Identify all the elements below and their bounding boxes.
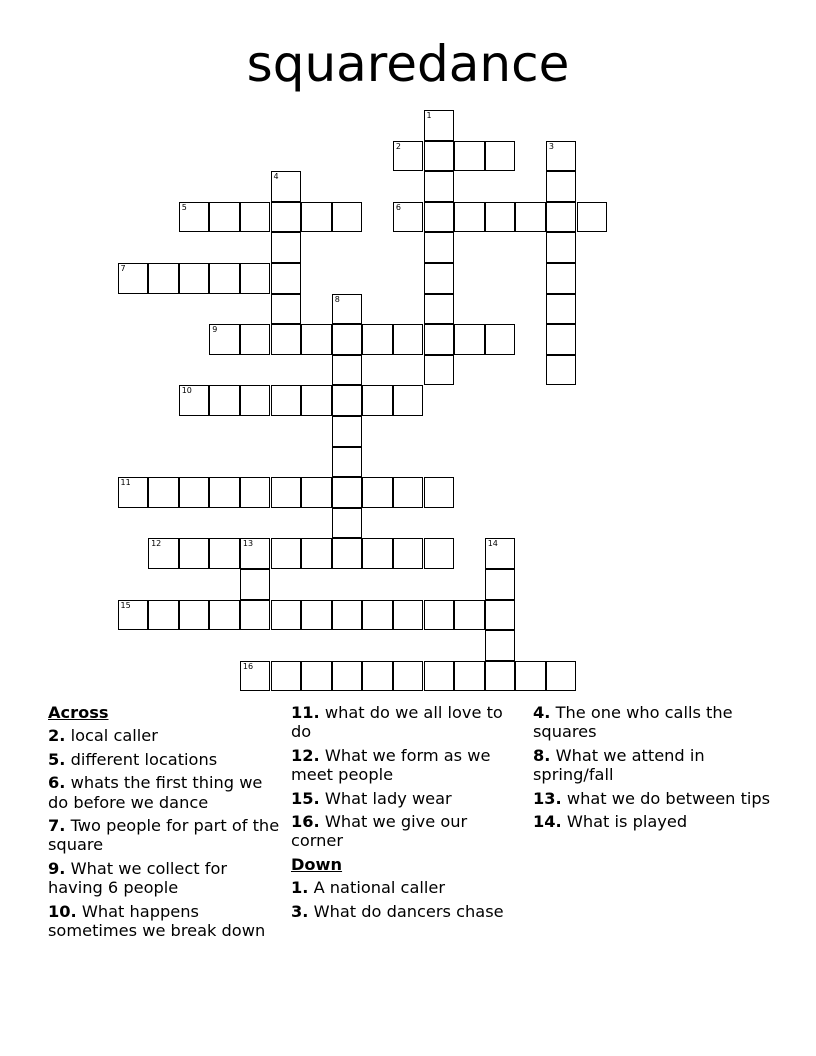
across-heading: Across: [48, 703, 109, 722]
grid-cell[interactable]: [332, 477, 363, 508]
grid-cell[interactable]: [485, 324, 516, 355]
grid-cell[interactable]: [179, 477, 210, 508]
cell-number: 16: [242, 661, 254, 671]
grid-cell[interactable]: [209, 263, 240, 294]
grid-cell[interactable]: [301, 538, 332, 569]
grid-cell[interactable]: [301, 324, 332, 355]
grid-cell[interactable]: [454, 324, 485, 355]
grid-cell[interactable]: [546, 171, 577, 202]
grid-cell[interactable]: [393, 538, 424, 569]
grid-cell[interactable]: [424, 232, 455, 263]
grid-cell[interactable]: [301, 385, 332, 416]
grid-cell[interactable]: [362, 324, 393, 355]
grid-cell[interactable]: [271, 324, 302, 355]
grid-cell[interactable]: [424, 202, 455, 233]
grid-cell[interactable]: [424, 538, 455, 569]
grid-cell[interactable]: [118, 477, 149, 508]
grid-cell[interactable]: [209, 477, 240, 508]
grid-cell[interactable]: [271, 171, 302, 202]
grid-cell[interactable]: [546, 355, 577, 386]
grid-cell[interactable]: [485, 661, 516, 692]
grid-cell[interactable]: [515, 661, 546, 692]
grid-cell[interactable]: [393, 324, 424, 355]
cell-number: 6: [395, 202, 401, 212]
grid-cell[interactable]: [301, 600, 332, 631]
clue-down-8: 8. What we attend in spring/fall: [533, 745, 705, 785]
grid-cell[interactable]: [209, 385, 240, 416]
grid-cell[interactable]: [424, 477, 455, 508]
grid-cell[interactable]: [424, 171, 455, 202]
grid-cell[interactable]: [332, 600, 363, 631]
cell-number: 7: [120, 264, 126, 273]
grid-cell[interactable]: [332, 508, 363, 539]
grid-cell[interactable]: [393, 477, 424, 508]
grid-cell[interactable]: [332, 202, 363, 233]
grid-cell[interactable]: [332, 661, 363, 692]
grid-cell[interactable]: [240, 263, 271, 294]
grid-cell[interactable]: [332, 324, 363, 355]
grid-cell[interactable]: [301, 202, 332, 233]
grid-cell[interactable]: [271, 385, 302, 416]
clue-down-1: 1. A national caller: [291, 878, 445, 898]
down-heading: Down: [291, 854, 343, 874]
clue-across-2: 2. local caller: [48, 726, 158, 746]
cell-number: 8: [334, 294, 340, 304]
grid-cell[interactable]: [148, 538, 179, 569]
clue-across-16: 16. What we give our corner: [291, 812, 468, 851]
grid-cell[interactable]: [362, 477, 393, 508]
grid-cell[interactable]: [546, 263, 577, 294]
clue-across-11: 11. what do we all love to do: [291, 703, 503, 742]
grid-cell[interactable]: [240, 202, 271, 233]
grid-cell[interactable]: [393, 202, 424, 233]
grid-cell[interactable]: [546, 661, 577, 692]
grid-cell[interactable]: [332, 447, 363, 478]
grid-cell[interactable]: [362, 661, 393, 692]
grid-cell[interactable]: [577, 202, 608, 233]
grid-cell[interactable]: [454, 600, 485, 631]
grid-cell[interactable]: [179, 385, 210, 416]
clue-down-4: 4. The one who calls the squares: [533, 703, 733, 742]
grid-cell[interactable]: [271, 294, 302, 325]
grid-cell[interactable]: [454, 202, 485, 233]
grid-cell[interactable]: [148, 600, 179, 631]
grid-cell[interactable]: [271, 538, 302, 569]
grid-cell[interactable]: [271, 477, 302, 508]
grid-cell[interactable]: [424, 263, 455, 294]
clue-down-13: 13. what we do between tips: [533, 788, 771, 808]
clue-across-7: 7. Two people for part of the square: [48, 816, 280, 855]
grid-cell[interactable]: [424, 600, 455, 631]
grid-cell[interactable]: [332, 294, 363, 325]
clue-across-12: 12. What we form as we meet people: [291, 745, 491, 785]
grid-cell[interactable]: [332, 416, 363, 447]
cell-number: 3: [548, 141, 554, 151]
grid-cell[interactable]: [179, 538, 210, 569]
clue-column-2: [291, 703, 517, 925]
grid-cell[interactable]: [424, 141, 455, 172]
grid-cell[interactable]: [271, 232, 302, 263]
grid-cell[interactable]: [209, 600, 240, 631]
grid-cell[interactable]: [393, 385, 424, 416]
clue-across-9: 9. What we collect for having 6 people: [48, 858, 228, 898]
grid-cell[interactable]: [240, 477, 271, 508]
clue-across-10: 10. What happens sometimes we break down: [48, 901, 266, 941]
clue-across-6: 6. whats the first thing we do before we dance: [48, 773, 263, 812]
cell-number: 10: [181, 386, 192, 396]
grid-cell[interactable]: [240, 600, 271, 631]
cell-number: 13: [242, 539, 254, 549]
grid-cell[interactable]: [332, 538, 363, 569]
grid-cell[interactable]: [271, 600, 302, 631]
grid-cell[interactable]: [179, 263, 210, 294]
grid-cell[interactable]: [515, 202, 546, 233]
grid-cell[interactable]: [271, 263, 302, 294]
grid-cell[interactable]: [546, 324, 577, 355]
grid-cell[interactable]: [546, 141, 577, 172]
grid-cell[interactable]: [485, 600, 516, 631]
grid-cell[interactable]: [118, 263, 149, 294]
grid-cell[interactable]: [424, 110, 455, 141]
grid-cell[interactable]: [362, 600, 393, 631]
grid-cell[interactable]: [393, 600, 424, 631]
grid-cell[interactable]: [118, 600, 149, 631]
grid-cell[interactable]: [362, 538, 393, 569]
grid-cell[interactable]: [485, 141, 516, 172]
clue-column-1: [48, 703, 284, 944]
grid-cell[interactable]: [240, 661, 271, 692]
grid-cell[interactable]: [148, 477, 179, 508]
cell-number: 5: [181, 202, 187, 212]
cell-number: 15: [120, 600, 131, 610]
grid-cell[interactable]: [240, 538, 271, 569]
grid-cell[interactable]: [393, 141, 424, 172]
grid-cell[interactable]: [362, 385, 393, 416]
grid-cell[interactable]: [485, 538, 516, 569]
grid-cell[interactable]: [424, 294, 455, 325]
grid-cell[interactable]: [271, 202, 302, 233]
grid-cell[interactable]: [179, 202, 210, 233]
grid-cell[interactable]: [301, 661, 332, 692]
grid-cell[interactable]: [424, 324, 455, 355]
grid-cell[interactable]: [454, 141, 485, 172]
grid-cell[interactable]: [332, 355, 363, 386]
grid-cell[interactable]: [546, 202, 577, 233]
grid-cell[interactable]: [546, 232, 577, 263]
cell-number: 9: [212, 325, 218, 335]
grid-cell[interactable]: [209, 538, 240, 569]
cell-number: 1: [426, 111, 432, 120]
grid-cell[interactable]: [485, 202, 516, 233]
grid-cell[interactable]: [485, 569, 516, 600]
grid-cell[interactable]: [332, 385, 363, 416]
grid-cell[interactable]: [179, 600, 210, 631]
clue-down-14: 14. What is played: [533, 812, 688, 832]
cell-number: 12: [151, 539, 162, 549]
grid-cell[interactable]: [271, 661, 302, 692]
cell-number: 11: [120, 478, 131, 488]
grid-cell[interactable]: [485, 630, 516, 661]
cell-number: 4: [273, 172, 279, 182]
grid-cell[interactable]: [209, 324, 240, 355]
grid-cell[interactable]: [424, 355, 455, 386]
grid-cell[interactable]: [240, 324, 271, 355]
clue-across-15: 15. What lady wear: [291, 788, 452, 808]
clue-column-3: [533, 703, 773, 835]
grid-cell[interactable]: [209, 202, 240, 233]
puzzle-title: squaredance: [246, 35, 570, 93]
grid-cell[interactable]: [393, 661, 424, 692]
grid-cell[interactable]: [148, 263, 179, 294]
clue-across-5: 5. different locations: [48, 749, 218, 769]
grid-cell[interactable]: [546, 294, 577, 325]
clue-down-3: 3. What do dancers chase: [291, 901, 504, 921]
grid-cell[interactable]: [454, 661, 485, 692]
grid-cell[interactable]: [240, 385, 271, 416]
grid-cell[interactable]: [424, 661, 455, 692]
grid-cell[interactable]: [240, 569, 271, 600]
cell-number: 2: [395, 141, 401, 151]
cell-number: 14: [487, 539, 498, 549]
grid-cell[interactable]: [301, 477, 332, 508]
